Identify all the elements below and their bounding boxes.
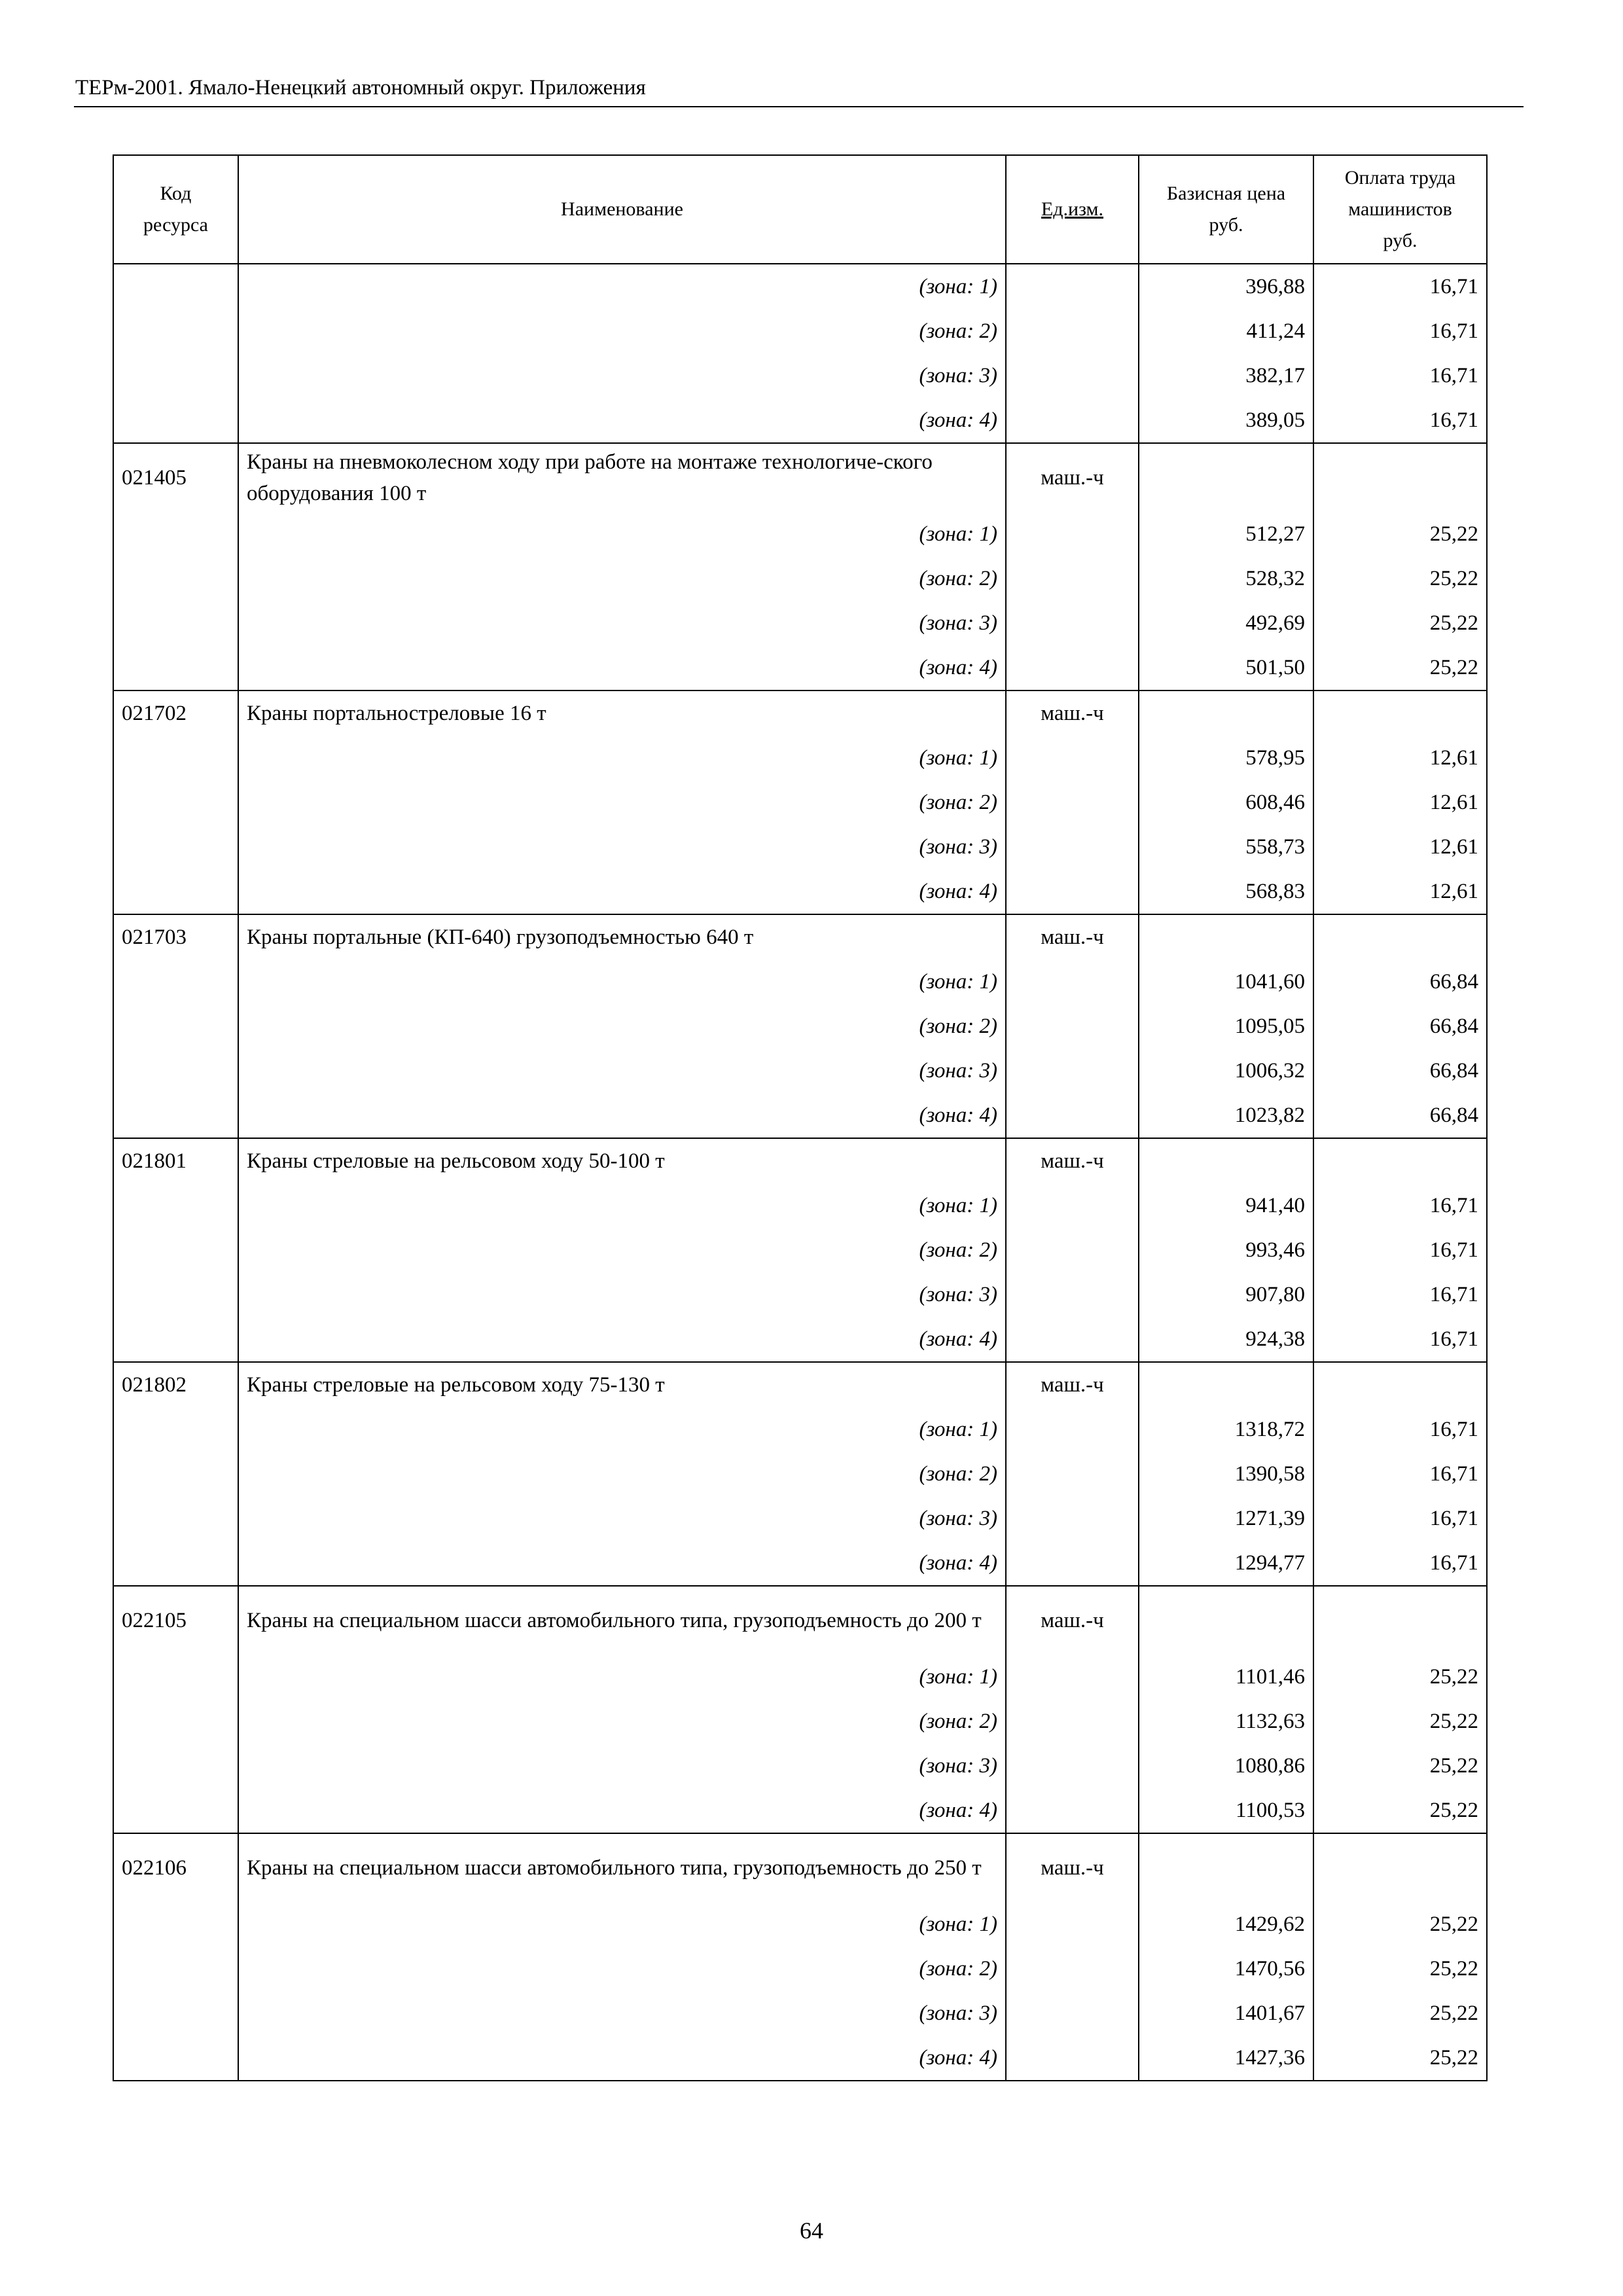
zone-wage: 12,61 — [1313, 736, 1487, 780]
zone-code-empty — [113, 1541, 238, 1586]
zone-price: 1390,58 — [1139, 1452, 1313, 1496]
zone-code-empty — [113, 1902, 238, 1946]
page-header — [74, 73, 1524, 107]
table-header-row — [113, 155, 1487, 264]
zone-price: 1429,62 — [1139, 1902, 1313, 1946]
zone-price: 1401,67 — [1139, 1991, 1313, 2036]
zone-code-empty — [113, 1228, 238, 1272]
zone-row — [113, 264, 1487, 309]
zone-label: (зона: 2) — [238, 556, 1006, 601]
zone-wage: 25,22 — [1313, 601, 1487, 645]
resource-code: 021702 — [113, 691, 238, 736]
zone-unit-empty — [1006, 1004, 1139, 1049]
zone-label: (зона: 3) — [238, 1496, 1006, 1541]
zone-label: (зона: 3) — [238, 1049, 1006, 1093]
zone-code-empty — [113, 1788, 238, 1833]
resource-unit: маш.-ч — [1006, 443, 1139, 512]
zone-row — [113, 1183, 1487, 1228]
zone-row — [113, 1541, 1487, 1586]
zone-wage: 25,22 — [1313, 1788, 1487, 1833]
resource-code: 021405 — [113, 443, 238, 512]
zone-label: (зона: 1) — [238, 736, 1006, 780]
zone-wage: 66,84 — [1313, 960, 1487, 1004]
zone-wage: 16,71 — [1313, 1228, 1487, 1272]
zone-code-empty — [113, 1049, 238, 1093]
zone-price: 1100,53 — [1139, 1788, 1313, 1833]
zone-unit-empty — [1006, 1272, 1139, 1317]
zone-price: 501,50 — [1139, 645, 1313, 691]
zone-price: 1271,39 — [1139, 1496, 1313, 1541]
zone-unit-empty — [1006, 1744, 1139, 1788]
zone-wage: 25,22 — [1313, 1902, 1487, 1946]
zone-price: 1101,46 — [1139, 1655, 1313, 1699]
zone-code-empty — [113, 736, 238, 780]
zone-row — [113, 1407, 1487, 1452]
zone-wage: 16,71 — [1313, 1407, 1487, 1452]
zone-price: 924,38 — [1139, 1317, 1313, 1362]
zone-code-empty — [113, 601, 238, 645]
zone-price: 512,27 — [1139, 512, 1313, 556]
zone-wage: 16,71 — [1313, 1541, 1487, 1586]
zone-unit-empty — [1006, 1228, 1139, 1272]
zone-row — [113, 353, 1487, 398]
zone-code-empty — [113, 1093, 238, 1138]
zone-price: 411,24 — [1139, 309, 1313, 353]
zone-unit-empty — [1006, 1541, 1139, 1586]
zone-wage: 25,22 — [1313, 1946, 1487, 1991]
zone-unit-empty — [1006, 1452, 1139, 1496]
zone-price: 1023,82 — [1139, 1093, 1313, 1138]
zone-label: (зона: 4) — [238, 1317, 1006, 1362]
zone-price: 1095,05 — [1139, 1004, 1313, 1049]
resource-wage-empty — [1313, 691, 1487, 736]
zone-code-empty — [113, 960, 238, 1004]
zone-wage: 16,71 — [1313, 1272, 1487, 1317]
zone-row — [113, 1788, 1487, 1833]
resource-unit: маш.-ч — [1006, 914, 1139, 960]
zone-label: (зона: 1) — [238, 960, 1006, 1004]
resource-name: Краны на пневмоколесном ходу при работе на монтаже технологиче-ского оборудования 100 т — [238, 443, 1006, 512]
resource-name: Краны на специальном шасси автомобильного типа, грузоподъемность до 200 т — [238, 1586, 1006, 1655]
zone-price: 993,46 — [1139, 1228, 1313, 1272]
zone-row — [113, 1049, 1487, 1093]
zone-label: (зона: 4) — [238, 645, 1006, 691]
zone-wage: 16,71 — [1313, 398, 1487, 443]
resource-price-empty — [1139, 691, 1313, 736]
zone-code-empty — [113, 398, 238, 443]
resource-name: Краны портальные (КП-640) грузоподъемностью 640 т — [238, 914, 1006, 960]
zone-label: (зона: 4) — [238, 869, 1006, 914]
zone-wage: 25,22 — [1313, 1655, 1487, 1699]
zone-unit-empty — [1006, 1317, 1139, 1362]
zone-row — [113, 1093, 1487, 1138]
zone-wage: 16,71 — [1313, 309, 1487, 353]
zone-row — [113, 512, 1487, 556]
zone-label: (зона: 1) — [238, 1655, 1006, 1699]
resource-unit: маш.-ч — [1006, 1138, 1139, 1183]
resource-name: Краны стреловые на рельсовом ходу 50-100 т — [238, 1138, 1006, 1183]
zone-code-empty — [113, 1744, 238, 1788]
zone-row — [113, 309, 1487, 353]
zone-code-empty — [113, 1317, 238, 1362]
zone-row — [113, 1452, 1487, 1496]
resource-unit: маш.-ч — [1006, 1586, 1139, 1655]
column-header-price: Базисная цена руб. — [1139, 155, 1313, 264]
zone-wage: 66,84 — [1313, 1049, 1487, 1093]
zone-label: (зона: 4) — [238, 1788, 1006, 1833]
zone-price: 382,17 — [1139, 353, 1313, 398]
zone-label: (зона: 2) — [238, 1004, 1006, 1049]
zone-price: 1427,36 — [1139, 2036, 1313, 2081]
resource-wage-empty — [1313, 1362, 1487, 1407]
zone-wage: 66,84 — [1313, 1093, 1487, 1138]
zone-price: 578,95 — [1139, 736, 1313, 780]
zone-label: (зона: 2) — [238, 1228, 1006, 1272]
page-header-title: ТЕРм-2001. Ямало-Ненецкий автономный округ. Приложения — [75, 76, 646, 99]
zone-row — [113, 645, 1487, 691]
zone-row — [113, 1272, 1487, 1317]
zone-price: 1006,32 — [1139, 1049, 1313, 1093]
zone-code-empty — [113, 780, 238, 825]
resource-wage-empty — [1313, 1138, 1487, 1183]
zone-price: 558,73 — [1139, 825, 1313, 869]
page-number: 64 — [800, 2217, 823, 2244]
resource-wage-empty — [1313, 1586, 1487, 1655]
zone-label: (зона: 2) — [238, 1946, 1006, 1991]
resource-code: 021802 — [113, 1362, 238, 1407]
zone-code-empty — [113, 1946, 238, 1991]
zone-label: (зона: 2) — [238, 1452, 1006, 1496]
zone-label: (зона: 2) — [238, 1699, 1006, 1744]
zone-unit-empty — [1006, 601, 1139, 645]
resource-row — [113, 1586, 1487, 1655]
zone-label: (зона: 3) — [238, 1744, 1006, 1788]
zone-price: 1132,63 — [1139, 1699, 1313, 1744]
resource-price-empty — [1139, 914, 1313, 960]
zone-price: 1294,77 — [1139, 1541, 1313, 1586]
resource-price-empty — [1139, 1586, 1313, 1655]
zone-row — [113, 1496, 1487, 1541]
zone-wage: 16,71 — [1313, 1317, 1487, 1362]
resource-name: Краны стреловые на рельсовом ходу 75-130 т — [238, 1362, 1006, 1407]
zone-row — [113, 736, 1487, 780]
zone-code-empty — [113, 1272, 238, 1317]
zone-code-empty — [113, 1655, 238, 1699]
resource-price-table — [113, 154, 1488, 2081]
zone-wage: 25,22 — [1313, 645, 1487, 691]
zone-row — [113, 2036, 1487, 2081]
zone-label: (зона: 3) — [238, 601, 1006, 645]
zone-price: 608,46 — [1139, 780, 1313, 825]
zone-wage: 25,22 — [1313, 2036, 1487, 2081]
zone-wage: 25,22 — [1313, 1744, 1487, 1788]
zone-price: 1080,86 — [1139, 1744, 1313, 1788]
zone-unit-empty — [1006, 353, 1139, 398]
zone-code-empty — [113, 645, 238, 691]
zone-unit-empty — [1006, 1655, 1139, 1699]
zone-row — [113, 1946, 1487, 1991]
zone-price: 528,32 — [1139, 556, 1313, 601]
zone-unit-empty — [1006, 556, 1139, 601]
zone-wage: 12,61 — [1313, 825, 1487, 869]
zone-code-empty — [113, 2036, 238, 2081]
resource-row — [113, 914, 1487, 960]
resource-row — [113, 1138, 1487, 1183]
zone-label: (зона: 1) — [238, 1183, 1006, 1228]
zone-label: (зона: 4) — [238, 2036, 1006, 2081]
zone-unit-empty — [1006, 264, 1139, 309]
zone-unit-empty — [1006, 736, 1139, 780]
zone-unit-empty — [1006, 1788, 1139, 1833]
zone-label: (зона: 1) — [238, 1902, 1006, 1946]
zone-code-empty — [113, 1407, 238, 1452]
zone-label: (зона: 1) — [238, 264, 1006, 309]
zone-unit-empty — [1006, 1049, 1139, 1093]
zone-unit-empty — [1006, 1183, 1139, 1228]
zone-code-empty — [113, 1452, 238, 1496]
zone-row — [113, 869, 1487, 914]
zone-row — [113, 1228, 1487, 1272]
zone-row — [113, 556, 1487, 601]
zone-label: (зона: 1) — [238, 512, 1006, 556]
zone-unit-empty — [1006, 1699, 1139, 1744]
zone-code-empty — [113, 1183, 238, 1228]
zone-unit-empty — [1006, 1902, 1139, 1946]
zone-wage: 16,71 — [1313, 353, 1487, 398]
zone-label: (зона: 3) — [238, 1272, 1006, 1317]
zone-price: 396,88 — [1139, 264, 1313, 309]
zone-unit-empty — [1006, 309, 1139, 353]
resource-row — [113, 691, 1487, 736]
zone-unit-empty — [1006, 1991, 1139, 2036]
zone-price: 907,80 — [1139, 1272, 1313, 1317]
resource-wage-empty — [1313, 914, 1487, 960]
zone-wage: 25,22 — [1313, 1699, 1487, 1744]
zone-price: 1318,72 — [1139, 1407, 1313, 1452]
zone-row — [113, 825, 1487, 869]
zone-unit-empty — [1006, 825, 1139, 869]
zone-code-empty — [113, 1991, 238, 2036]
zone-price: 1470,56 — [1139, 1946, 1313, 1991]
zone-unit-empty — [1006, 869, 1139, 914]
zone-code-empty — [113, 264, 238, 309]
zone-row — [113, 1744, 1487, 1788]
zone-row — [113, 1902, 1487, 1946]
zone-wage: 66,84 — [1313, 1004, 1487, 1049]
zone-label: (зона: 2) — [238, 309, 1006, 353]
zone-code-empty — [113, 309, 238, 353]
zone-price: 941,40 — [1139, 1183, 1313, 1228]
zone-wage: 12,61 — [1313, 780, 1487, 825]
resource-unit: маш.-ч — [1006, 691, 1139, 736]
zone-wage: 25,22 — [1313, 512, 1487, 556]
resource-code: 021801 — [113, 1138, 238, 1183]
zone-row — [113, 398, 1487, 443]
zone-code-empty — [113, 869, 238, 914]
zone-unit-empty — [1006, 2036, 1139, 2081]
zone-row — [113, 960, 1487, 1004]
zone-wage: 16,71 — [1313, 1496, 1487, 1541]
zone-row — [113, 1317, 1487, 1362]
resource-price-empty — [1139, 1362, 1313, 1407]
resource-wage-empty — [1313, 1833, 1487, 1902]
resource-name: Краны на специальном шасси автомобильного типа, грузоподъемность до 250 т — [238, 1833, 1006, 1902]
zone-price: 389,05 — [1139, 398, 1313, 443]
zone-label: (зона: 4) — [238, 1093, 1006, 1138]
zone-code-empty — [113, 1699, 238, 1744]
zone-row — [113, 601, 1487, 645]
zone-label: (зона: 4) — [238, 1541, 1006, 1586]
zone-label: (зона: 3) — [238, 825, 1006, 869]
table-body — [113, 264, 1487, 2081]
resource-code: 021703 — [113, 914, 238, 960]
zone-wage: 12,61 — [1313, 869, 1487, 914]
zone-unit-empty — [1006, 780, 1139, 825]
resource-row — [113, 1362, 1487, 1407]
resource-unit: маш.-ч — [1006, 1833, 1139, 1902]
zone-unit-empty — [1006, 512, 1139, 556]
zone-price: 492,69 — [1139, 601, 1313, 645]
zone-label: (зона: 4) — [238, 398, 1006, 443]
column-header-unit: Ед.изм. — [1006, 155, 1139, 264]
zone-wage: 25,22 — [1313, 1991, 1487, 2036]
resource-price-empty — [1139, 1833, 1313, 1902]
zone-label: (зона: 3) — [238, 1991, 1006, 2036]
resource-name: Краны портальностреловые 16 т — [238, 691, 1006, 736]
zone-label: (зона: 1) — [238, 1407, 1006, 1452]
resource-price-empty — [1139, 1138, 1313, 1183]
zone-unit-empty — [1006, 960, 1139, 1004]
zone-code-empty — [113, 1496, 238, 1541]
zone-code-empty — [113, 512, 238, 556]
resource-row — [113, 443, 1487, 512]
zone-wage: 16,71 — [1313, 1452, 1487, 1496]
zone-unit-empty — [1006, 1496, 1139, 1541]
zone-wage: 16,71 — [1313, 264, 1487, 309]
zone-row — [113, 1699, 1487, 1744]
resource-wage-empty — [1313, 443, 1487, 512]
zone-unit-empty — [1006, 1946, 1139, 1991]
zone-code-empty — [113, 825, 238, 869]
resource-code: 022106 — [113, 1833, 238, 1902]
column-header-wage: Оплата труда машинистов руб. — [1313, 155, 1487, 264]
column-header-name: Наименование — [238, 155, 1006, 264]
zone-label: (зона: 2) — [238, 780, 1006, 825]
zone-unit-empty — [1006, 398, 1139, 443]
zone-price: 568,83 — [1139, 869, 1313, 914]
zone-wage: 16,71 — [1313, 1183, 1487, 1228]
zone-code-empty — [113, 556, 238, 601]
zone-label: (зона: 3) — [238, 353, 1006, 398]
zone-wage: 25,22 — [1313, 556, 1487, 601]
zone-code-empty — [113, 1004, 238, 1049]
zone-row — [113, 1655, 1487, 1699]
resource-unit: маш.-ч — [1006, 1362, 1139, 1407]
zone-unit-empty — [1006, 1407, 1139, 1452]
column-header-code: Код ресурса — [113, 155, 238, 264]
resource-code: 022105 — [113, 1586, 238, 1655]
zone-price: 1041,60 — [1139, 960, 1313, 1004]
zone-row — [113, 1004, 1487, 1049]
resource-row — [113, 1833, 1487, 1902]
zone-row — [113, 780, 1487, 825]
zone-row — [113, 1991, 1487, 2036]
resource-price-empty — [1139, 443, 1313, 512]
zone-unit-empty — [1006, 645, 1139, 691]
zone-unit-empty — [1006, 1093, 1139, 1138]
zone-code-empty — [113, 353, 238, 398]
